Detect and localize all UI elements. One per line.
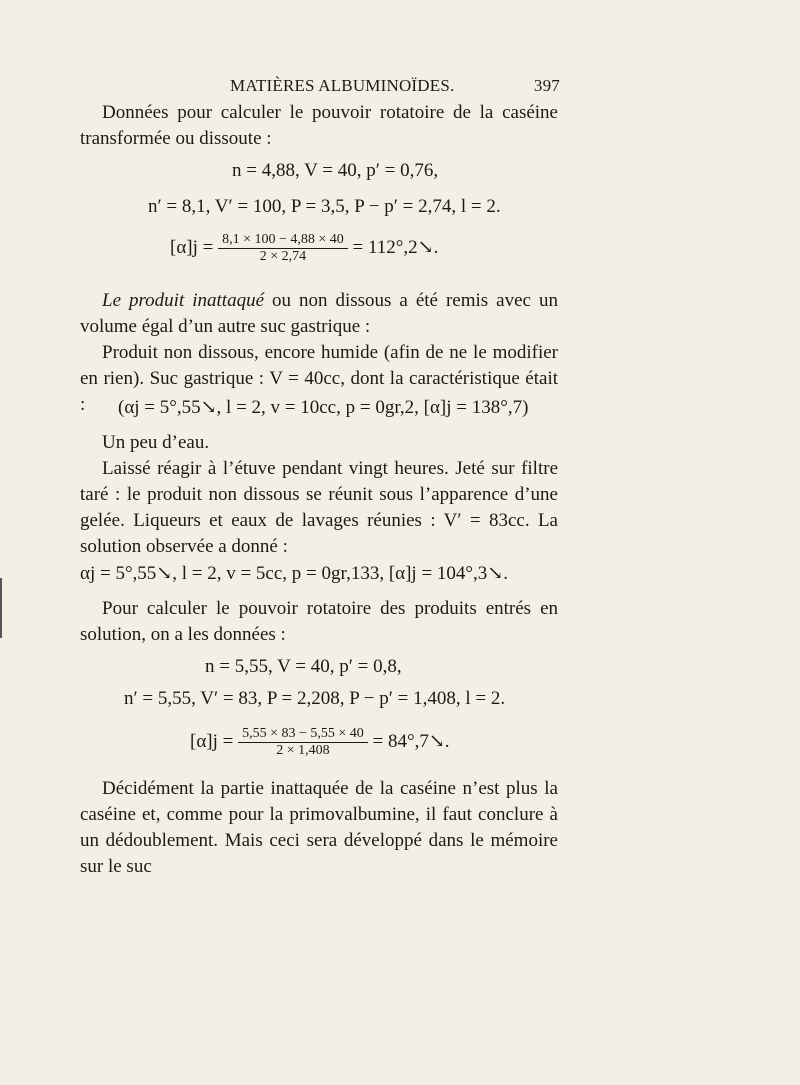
paragraph-1: Données pour calculer le pouvoir rotatoire de la caséine transformée ou dissoute : — [80, 102, 558, 149]
paragraph-4: Un peu d’eau. — [102, 432, 210, 453]
paragraph-2-rest: ou non dissous a été remis avec un volume égal d’un autre suc gastrique : — [80, 290, 558, 337]
equation-8-rhs: = 84°,7↘. — [372, 730, 450, 752]
paragraph-7: Décidément la partie inattaquée de la caséine n’est plus la caséine et, comme pour la primovalbumine, il faut conclure à un dédoublement. Mais ceci sera développé dans le mémoire sur le suc — [80, 778, 558, 877]
paragraph-3: Produit non dissous, encore humide (afin de ne le modifier en rien). Suc gastrique : V = 40cc, dont la caractéristique était : — [80, 342, 558, 415]
equation-3 — [170, 232, 438, 265]
equation-8-numerator: 5,55 × 83 − 5,55 × 40 — [238, 726, 368, 743]
equation-7: n′ = 5,55, V′ = 83, P = 2,208, P − p′ = 1,408, l = 2. — [124, 688, 506, 709]
margin-rule — [0, 578, 2, 638]
italic-phrase: Le produit inattaqué — [102, 290, 264, 311]
page-number: 397 — [533, 76, 560, 95]
equation-3-denominator: 2 × 2,74 — [259, 249, 307, 264]
equation-8-denominator: 2 × 1,408 — [276, 743, 330, 758]
equation-3-lhs: [α]j = — [170, 236, 214, 258]
equation-2: n′ = 8,1, V′ = 100, P = 3,5, P − p′ = 2,74, l = 2. — [148, 196, 501, 217]
equation-4: (αj = 5°,55↘, l = 2, v = 10cc, p = 0gr,2, [α]j = 138°,7) — [118, 397, 529, 418]
equation-3-numerator: 8,1 × 100 − 4,88 × 40 — [218, 232, 348, 249]
running-title: MATIÈRES ALBUMINOÏDES. — [230, 76, 455, 95]
equation-8-fraction — [238, 726, 368, 759]
equation-8-lhs: [α]j = — [190, 730, 234, 752]
paragraph-6: Pour calculer le pouvoir rotatoire des produits entrés en solution, on a les données : — [80, 598, 558, 645]
paragraph-4-group — [80, 430, 558, 560]
equation-8 — [190, 726, 450, 759]
equation-3-rhs: = 112°,2↘. — [352, 236, 439, 258]
equation-1: n = 4,88, V = 40, p′ = 0,76, — [232, 160, 439, 181]
equation-3-fraction — [218, 232, 348, 265]
paragraph-5: Laissé réagir à l’étuve pendant vingt heures. Jeté sur filtre taré : le produit non dissous se réunit sous l’apparence d’une gelée. Liqueurs et eaux de lavages réunies : V′ = 83cc. La solution observée a donné : — [80, 458, 558, 557]
equation-5: αj = 5°,55↘, l = 2, v = 5cc, p = 0gr,133, [α]j = 104°,3↘. — [80, 563, 508, 584]
equation-6: n = 5,55, V = 40, p′ = 0,8, — [205, 656, 402, 677]
